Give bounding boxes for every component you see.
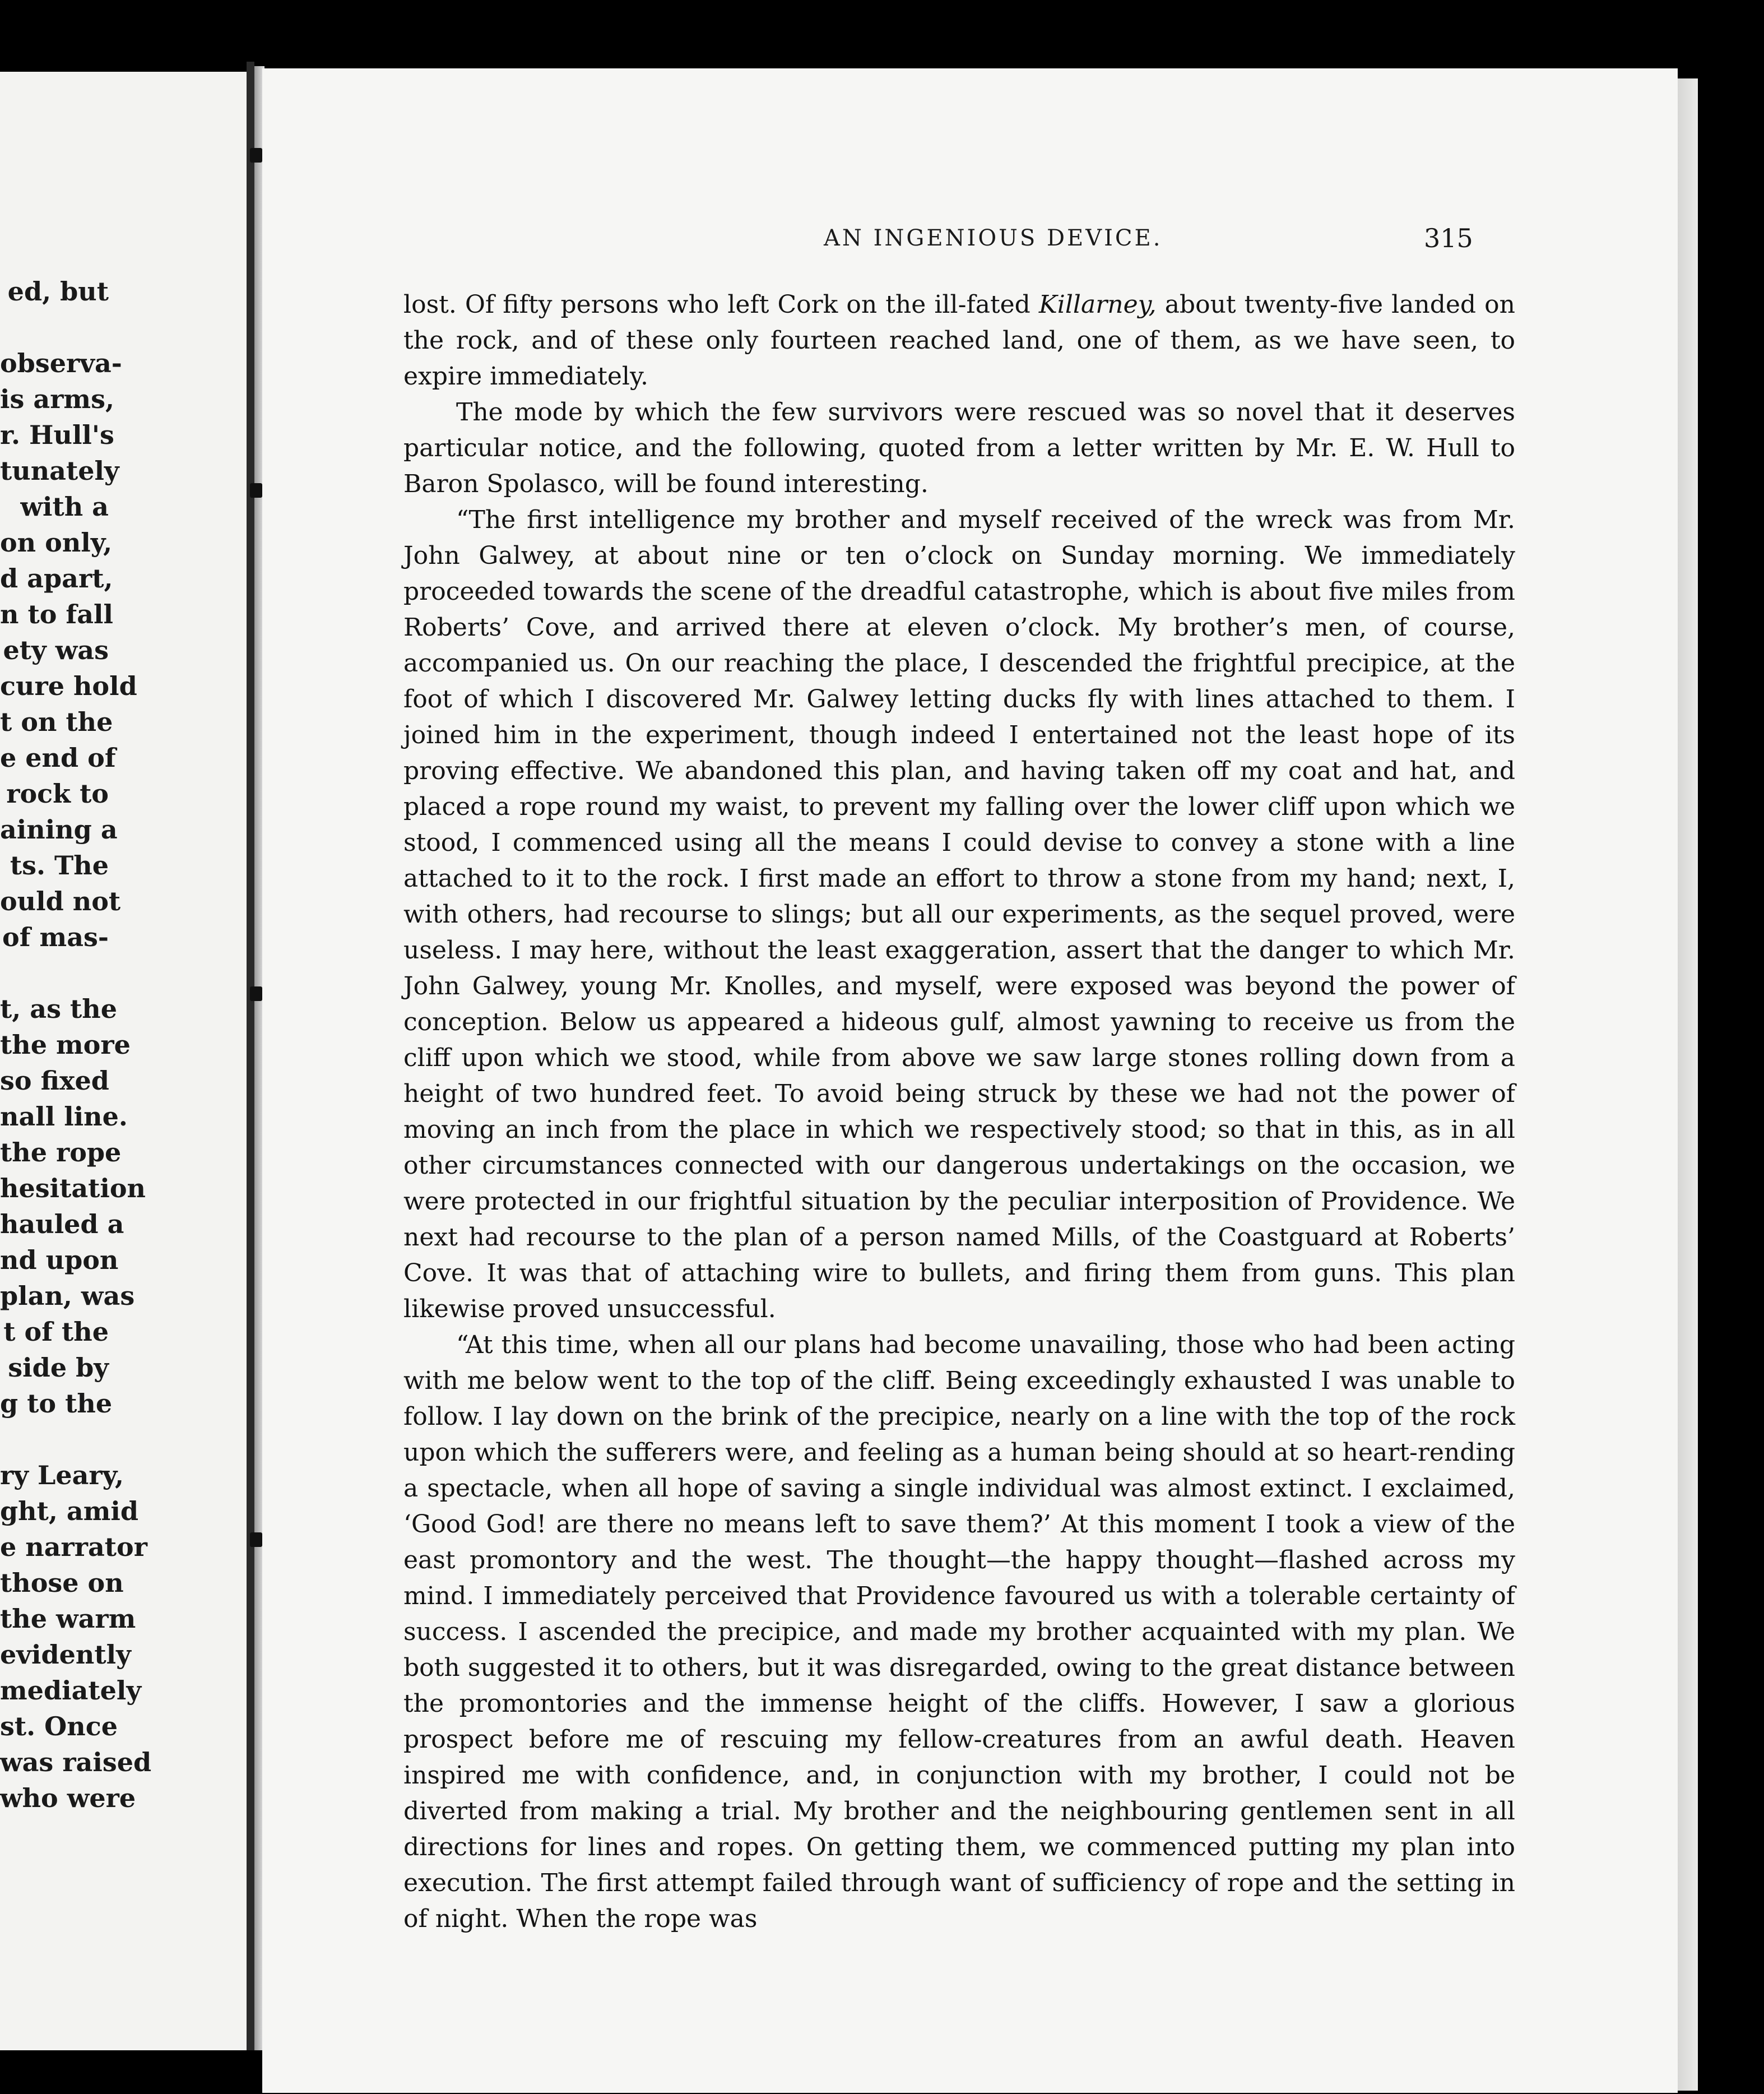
facing-line: aining a [0, 814, 118, 845]
facing-line: t on the [0, 707, 113, 737]
facing-line: ry Leary, [0, 1460, 124, 1490]
facing-line: of mas- [2, 922, 109, 952]
book-page [262, 68, 1678, 2093]
facing-line: ed, but [7, 276, 109, 307]
paragraph-text: about twenty-five landed on the rock, and of these only fourteen reached land, one of them, as we have seen, to expire immediately. [403, 290, 1515, 391]
binding-tab [250, 483, 262, 498]
facing-line: nall line. [0, 1101, 128, 1132]
facing-line: e narrator [0, 1532, 147, 1562]
facing-line: ts. The [10, 850, 109, 881]
facing-line: ould not [0, 886, 121, 916]
facing-line: tunately [0, 456, 119, 486]
facing-line: hesitation [0, 1173, 146, 1203]
facing-line: n to fall [0, 599, 113, 629]
facing-line: r. Hull's [0, 420, 114, 450]
facing-line: d apart, [0, 563, 113, 594]
facing-line: the warm [0, 1604, 136, 1634]
running-head [262, 225, 1678, 259]
facing-line: t of the [3, 1317, 109, 1347]
facing-line: ght, amid [0, 1496, 139, 1526]
facing-line: with a [20, 492, 109, 522]
facing-line: g to the [0, 1388, 113, 1419]
facing-line: was raised [0, 1747, 152, 1777]
book-gutter [247, 62, 254, 2050]
binding-tab [250, 1532, 262, 1547]
paragraph-text: lost. Of fifty persons who left Cork on the ill-fated [403, 290, 1039, 319]
facing-line: cure hold [0, 671, 137, 701]
facing-line: nd upon [0, 1245, 119, 1275]
facing-line: t, as the [0, 994, 117, 1024]
page-edge [1678, 78, 1698, 2091]
facing-line: plan, was [0, 1281, 135, 1311]
facing-page [0, 72, 251, 2050]
facing-line: the rope [0, 1137, 122, 1168]
ship-name: Killarney, [1038, 290, 1157, 319]
facing-line: on only, [0, 527, 113, 558]
facing-line: evidently [0, 1639, 131, 1670]
facing-line [0, 1421, 251, 1457]
paragraph [403, 287, 1515, 395]
binding-tab [250, 986, 262, 1001]
facing-line: who were [0, 1783, 136, 1813]
facing-line: mediately [0, 1675, 142, 1706]
facing-line: so fixed [0, 1065, 109, 1096]
facing-line: is arms, [0, 384, 115, 414]
facing-line: rock to [6, 779, 109, 809]
paragraph: “The first intelligence my brother and myself received of the wreck was from Mr. John Galwey, at about nine or ten o’clock on Sunday morning. We immediately proceeded towards the scene of the dreadful catastrophe, which is about five miles from Roberts’ Cove, and arrived there at eleven o’clock. My brother’s men, of course, accompanied us. On our reaching the place, I descended the frightful precipice, at the foot of which I discovered Mr. Galwey letting ducks fly with lines attached to them. I joined him in the experiment, though indeed I entertained not the least hope of its proving effective. We abandoned this plan, and having taken off my coat and hat, and placed a rope round my waist, to prevent my falling over the lower cliff upon which we stood, I commenced using all the means I could devise to convey a stone with a line attached to it to the rock. I first made an effort to throw a stone from my hand; next, I, with others, had recourse to slings; but all our experiments, as the sequel proved, were useless. I may here, without the least exaggeration, assert that the danger to which Mr. John Galwey, young Mr. Knolles, and myself, were exposed was beyond the power of conception. Below us appeared a hideous gulf, almost yawning to receive us from the cliff upon which we stood, while from above we saw large stones rolling down from a height of two hundred feet. To avoid being struck by these we had not the power of moving an inch from the place in which we respectively stood; so that in this, as in all other circumstances connected with our dangerous undertakings on the occasion, we were protected in our frightful situation by the peculiar interposition of Providence. We next had recourse to the plan of a person named Mills, of the Coastguard at Roberts’ Cove. It was that of attaching wire to bullets, and firing them from guns. This plan likewise proved unsuccessful. [403, 506, 1515, 1323]
running-title: AN INGENIOUS DEVICE. [824, 225, 1163, 251]
binding-tab [250, 148, 262, 163]
facing-line [0, 309, 251, 345]
paragraph: The mode by which the few survivors were rescued was so novel that it deserves particular notice, and the following, quoted from a letter written by Mr. E. W. Hull to Baron Spolasco, will be found interesting. [403, 398, 1515, 498]
facing-line: hauled a [0, 1209, 124, 1239]
facing-line: st. Once [0, 1711, 118, 1741]
facing-page-text [0, 274, 251, 1816]
paragraph: “At this time, when all our plans had become unavailing, those who had been acting with me below went to the top of the cliff. Being exceedingly exhausted I was unable to follow. I lay down on the brink of the precipice, nearly on a line with the top of the rock upon which the sufferers were, and feeling as a human being should at so heart-rending a spectacle, when all hope of saving a single individual was almost extinct. I exclaimed, ‘Good God! are there no means left to save them?’ At this moment I took a view of the east promontory and the west. The thought—the happy thought—flashed across my mind. I immediately perceived that Providence favoured us with a tolerable certainty of success. I ascended the precipice, and made my brother acquainted with my plan. We both suggested it to others, but it was disregarded, owing to the great distance between the promontories and the immense height of the cliffs. However, I saw a glorious prospect before me of rescuing my fellow-creatures from an awful death. Heaven inspired me with confidence, and, in conjunction with my brother, I could not be diverted from making a trial. My brother and the neighbouring gentlemen sent in all directions for lines and ropes. On getting them, we commenced putting my plan into execution. The first attempt failed through want of sufficiency of rope and the setting in of night. When the rope was [403, 1331, 1515, 1933]
facing-line: the more [0, 1030, 131, 1060]
facing-line: ety was [3, 635, 109, 665]
facing-line: side by [8, 1352, 109, 1383]
body-text [403, 287, 1515, 1937]
facing-line: observa- [0, 348, 122, 378]
facing-line [0, 955, 251, 991]
page-number: 315 [1424, 223, 1473, 253]
facing-line: e end of [0, 743, 116, 773]
facing-line: those on [0, 1568, 124, 1598]
